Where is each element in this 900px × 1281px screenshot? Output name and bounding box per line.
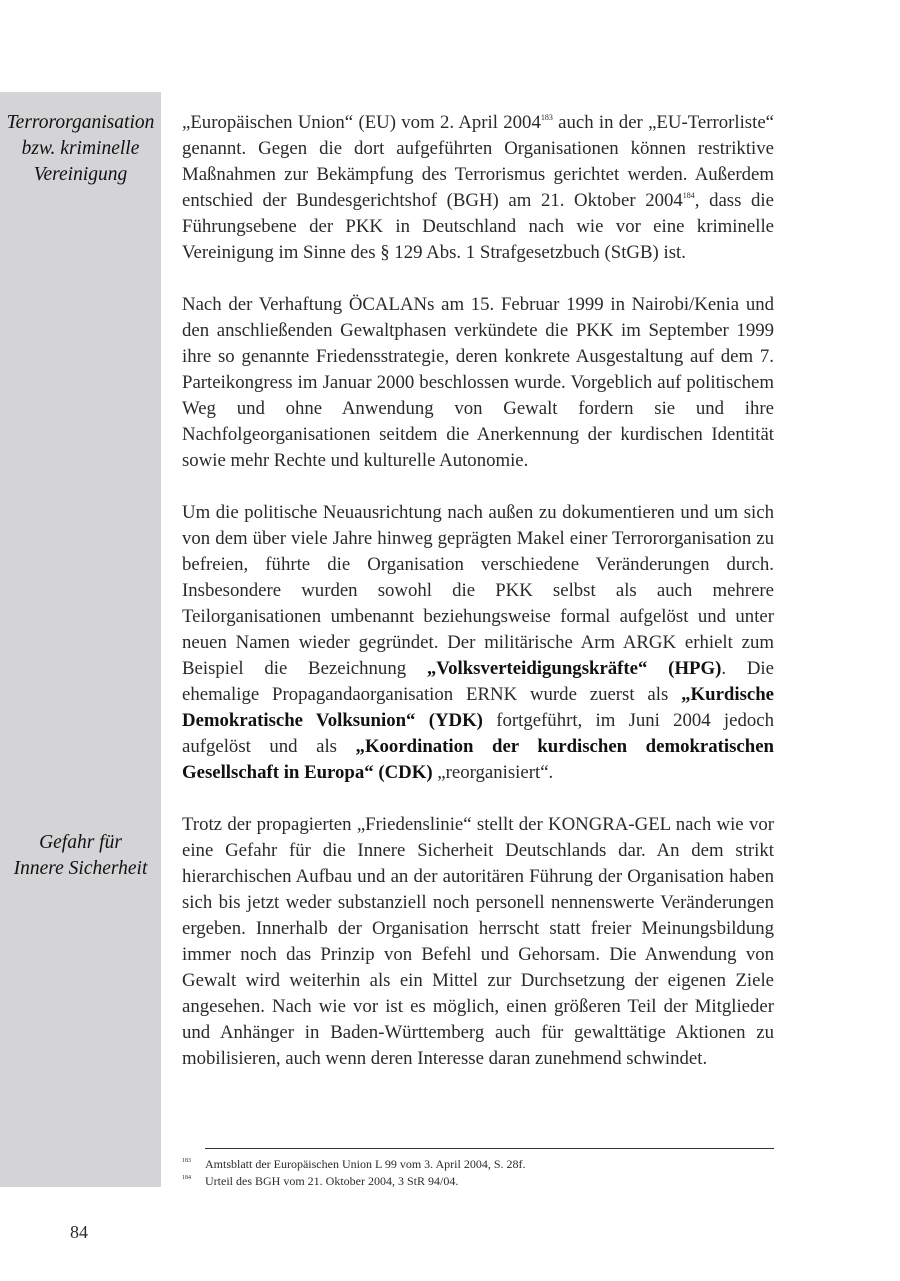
footnotes xyxy=(182,1156,774,1190)
footnote-number: 184 xyxy=(182,1175,191,1181)
organisation-name-cdk: „Koordination der kurdischen demokratischen Gesellschaft in Europa“ (CDK) xyxy=(182,736,774,783)
sidebar-heading-gefahr xyxy=(0,830,161,882)
footnote-184 xyxy=(182,1173,774,1190)
footnote-number: 183 xyxy=(182,1158,191,1164)
paragraph-text: Um die politische Neuausrichtung nach außen zu dokumentieren und um sich von dem über viele Jahre hinweg geprägten Makel einer Terrororganisation zu befreien, führte die Organisation verschiedene Veränderungen durch. Insbesondere wurden sowohl die PKK selbst als auch mehrere Teilorganisationen umbenannt beziehungsweise formal aufgelöst und unter neuen Namen wieder gegründet. Der militärische Arm ARGK erhielt zum Beispiel die Bezeichnung xyxy=(182,502,774,679)
paragraph-text: auch in der „EU-Terrorliste“ genannt. Gegen die dort aufgeführten Organisationen können restriktive Maßnahmen zur Bekämpfung des Terrorismus gerichtet werden. Außerdem entschied der Bundesgerichtshof (BGH) am 21. Oktober 2004 xyxy=(182,112,774,211)
sidebar-heading-line: Vereinigung xyxy=(33,164,128,185)
paragraph-1 xyxy=(182,110,774,266)
paragraph-3 xyxy=(182,500,774,786)
footnote-ref: 184 xyxy=(682,191,695,200)
paragraph-text: fortgeführt, im Juni 2004 jedoch aufgelöst und als xyxy=(182,710,774,757)
margin-sidebar xyxy=(0,92,161,1187)
sidebar-heading-line: Terrororganisation xyxy=(6,112,155,133)
sidebar-heading-terrororganisation xyxy=(0,110,161,188)
footnote-183 xyxy=(182,1156,774,1173)
page-number: 84 xyxy=(70,1222,88,1242)
paragraph-text: „reorganisiert“. xyxy=(432,762,554,783)
organisation-name-hpg: „Volksverteidigungskräfte“ (HPG) xyxy=(426,658,722,679)
footnote-divider xyxy=(205,1148,774,1149)
footnote-ref: 183 xyxy=(540,113,553,122)
paragraph-text: . Die ehemalige Propagandaorganisation ERNK wurde zuerst als xyxy=(182,658,774,705)
organisation-name-ydk: „Kurdische Demokratische Volksunion“ (YDK) xyxy=(182,684,774,731)
paragraph-2: Nach der Verhaftung ÖCALANs am 15. Februar 1999 in Nairobi/Kenia und den anschließenden Gewaltphasen verkündete die PKK im September 1999 ihre so genannte Friedensstrategie, deren konkrete Ausgestaltung auf dem 7. Parteikongress im Januar 2000 beschlossen wurde. Vorgeblich auf politischem Weg und ohne Anwendung von Gewalt fordern sie und ihre Nachfolgeorganisationen seitdem die Anerkennung der kurdischen Identität sowie mehr Rechte und kulturelle Autonomie. xyxy=(182,294,774,471)
paragraph-text: , dass die Führungsebene der PKK in Deutschland nach wie vor eine kriminelle Vereinigung im Sinne des § 129 Abs. 1 Strafgesetzbuch (StGB) ist. xyxy=(182,190,774,263)
sidebar-heading-line: bzw. kriminelle xyxy=(21,138,140,159)
footnote-text: Amtsblatt der Europäischen Union L 99 vom 3. April 2004, S. 28f. xyxy=(205,1157,526,1171)
sidebar-heading-line: Gefahr für xyxy=(39,832,122,853)
body-text xyxy=(182,110,774,1098)
footnote-text: Urteil des BGH vom 21. Oktober 2004, 3 StR 94/04. xyxy=(205,1174,459,1188)
paragraph-4: Trotz der propagierten „Friedenslinie“ stellt der KONGRA-GEL nach wie vor eine Gefahr für die Innere Sicherheit Deutschlands dar. An dem strikt hierarchischen Aufbau und an der autoritären Führung der Organisation haben sich bis jetzt weder substanziell noch personell nennenswerte Veränderungen ergeben. Innerhalb der Organisation herrscht statt freier Meinungsbildung immer noch das Prinzip von Befehl und Gehorsam. Die Anwendung von Gewalt wird weiterhin als ein Mittel zur Durchsetzung der eigenen Ziele angesehen. Nach wie vor ist es möglich, einen größeren Teil der Mitglieder und Anhänger in Baden-Württemberg auch für gewalttätige Aktionen zu mobilisieren, auch wenn deren Interesse daran zunehmend schwindet. xyxy=(182,814,774,1069)
paragraph-text: „Europäischen Union“ (EU) vom 2. April 2004 xyxy=(182,112,541,133)
sidebar-heading-line: Innere Sicherheit xyxy=(13,858,148,879)
